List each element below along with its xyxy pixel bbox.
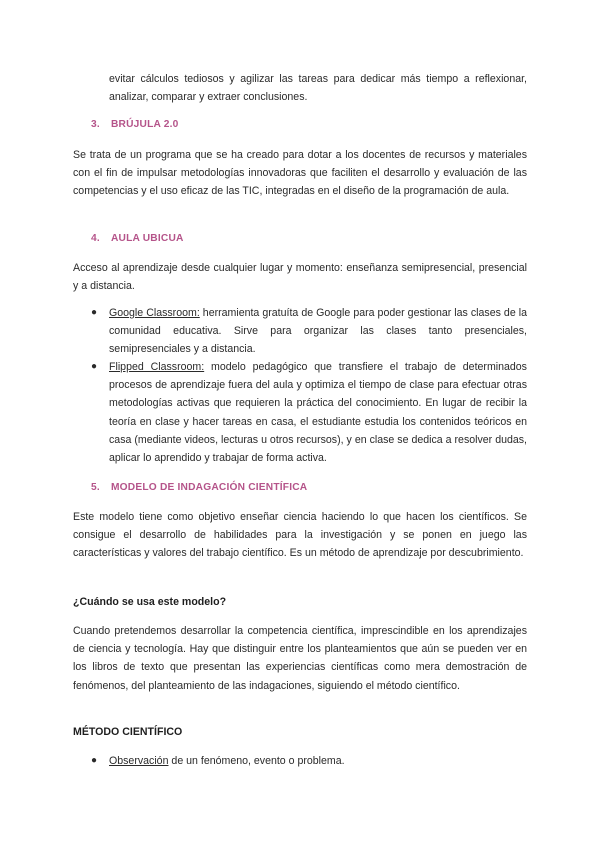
section-3-number: 3. — [91, 119, 100, 130]
continuation-paragraph — [109, 70, 527, 106]
section-4-text: Acceso al aprendizaje desde cualquier lugar y momento: enseñanza semipresencial, presencial y a distancia. — [73, 262, 527, 293]
list-item — [91, 358, 527, 467]
section-3-text: Se trata de un programa que se ha creado para dotar a los docentes de recursos y materiales con el fin de impulsar metodologías innovadoras que faciliten el desarrollo y evaluación de las competencias y el uso eficaz de las TIC, integradas en el diseño de la programación de aula. — [73, 149, 527, 198]
observacion-text: de un fenómeno, evento o problema. — [168, 755, 345, 767]
section-5-heading — [91, 482, 307, 493]
list-item — [91, 304, 527, 359]
method-heading: MÉTODO CIENTÍFICO — [73, 726, 183, 738]
observacion-term: Observación — [109, 755, 169, 767]
bullet-icon: ● — [91, 361, 98, 372]
section-5-title: MODELO DE INDAGACIÓN CIENTÍFICA — [111, 482, 308, 493]
google-classroom-text: herramienta gratuíta de Google para poder gestionar las clases de la comunidad educativa. Sirve para organizar las clases tanto presenciales, semipresenciales y a distancia. — [109, 307, 527, 356]
section-3-title: BRÚJULA 2.0 — [111, 119, 179, 130]
question-paragraph — [73, 622, 527, 695]
section-5-text: Este modelo tiene como objetivo enseñar ciencia haciendo lo que hacen los científicos. Se consigue el desarrollo de habilidades para la investigación y se ponen en juego las características y valores del trabajo científico. Es un método de aprendizaje por descubrimiento. — [73, 511, 527, 560]
bullet-icon: ● — [91, 307, 98, 318]
flipped-classroom-term: Flipped Classroom: — [109, 361, 205, 373]
section-4-number: 4. — [91, 233, 100, 244]
section-5-paragraph — [73, 508, 527, 563]
bullet-icon: ● — [91, 755, 98, 766]
section-3-paragraph — [73, 146, 527, 201]
list-item — [91, 752, 527, 770]
section-4-paragraph — [73, 259, 527, 295]
question-text: Cuando pretendemos desarrollar la competencia científica, imprescindible en los aprendizajes de ciencia y tecnología. Hay que distinguir entre los planteamientos que aún se pueden ver en los libros de texto que presentan las experiencias científicas como mera demostración de fenómenos, del planteamiento de las indagaciones, siguiendo el método científico. — [73, 625, 527, 692]
section-3-heading — [91, 119, 179, 130]
flipped-classroom-text: modelo pedagógico que transfiere el trabajo de determinados procesos de aprendizaje fuera del aula y optimiza el tiempo de clase para efectuar otras metodologías activas que requieren la práctica del conocimiento. En lugar de recibir la teoría en clase y hacer tareas en casa, el estudiante estudia los contenidos teóricos en casa (mediante videos, lecturas u otros recursos), y en clase se dedica a resolver dudas, aplicar lo aprendido y trabajar de forma activa. — [109, 361, 527, 465]
section-5-number: 5. — [91, 482, 100, 493]
google-classroom-term: Google Classroom: — [109, 307, 200, 319]
continuation-text: evitar cálculos tediosos y agilizar las tareas para dedicar más tiempo a reflexionar, analizar, comparar y extraer conclusiones. — [109, 73, 527, 104]
question-heading: ¿Cuándo se usa este modelo? — [73, 596, 227, 608]
section-4-title: AULA UBICUA — [111, 233, 184, 244]
section-4-heading — [91, 233, 184, 244]
